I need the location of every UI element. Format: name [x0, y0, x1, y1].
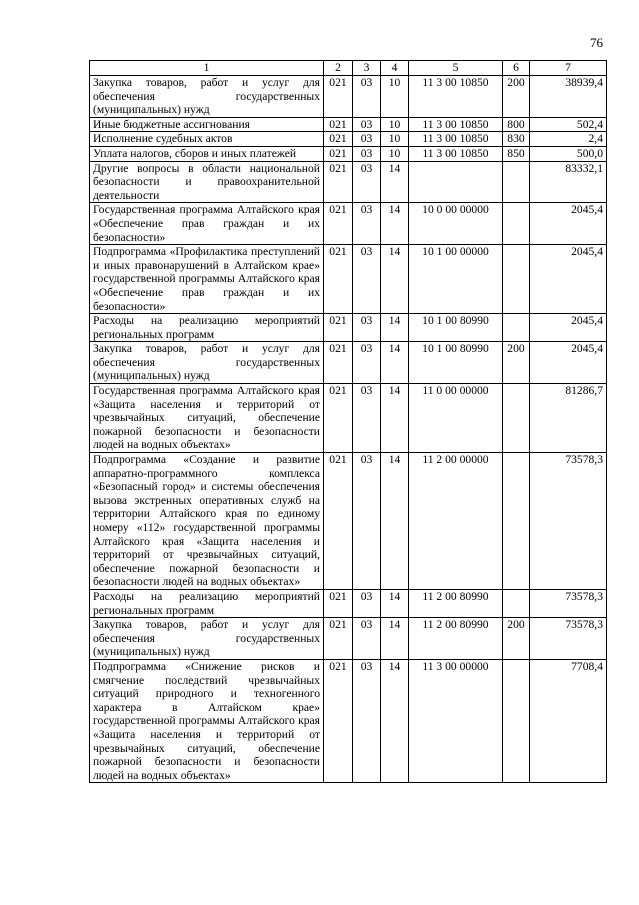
header-cell: 1 — [90, 61, 324, 76]
row-subsection: 14 — [381, 342, 409, 384]
row-section: 03 — [353, 203, 381, 245]
row-grbs: 021 — [324, 659, 353, 782]
row-amount: 73578,3 — [530, 589, 607, 617]
row-subsection: 14 — [381, 203, 409, 245]
row-grbs: 021 — [324, 245, 353, 314]
header-cell: 3 — [353, 61, 381, 76]
row-name: Закупка товаров, работ и услуг для обеспечения государственных (муниципальных) нужд — [90, 618, 324, 660]
row-grbs: 021 — [324, 132, 353, 147]
row-amount: 2,4 — [530, 132, 607, 147]
row-target-article: 10 0 00 00000 — [409, 203, 503, 245]
row-subsection: 14 — [381, 589, 409, 617]
budget-table — [89, 60, 607, 783]
row-target-article — [409, 161, 503, 203]
row-section: 03 — [353, 384, 381, 453]
row-subsection: 14 — [381, 384, 409, 453]
row-amount: 2045,4 — [530, 314, 607, 342]
row-grbs: 021 — [324, 342, 353, 384]
row-expense-type: 800 — [503, 117, 530, 132]
row-subsection: 14 — [381, 245, 409, 314]
table-row — [90, 342, 607, 384]
row-target-article: 10 1 00 80990 — [409, 342, 503, 384]
header-row — [90, 61, 607, 76]
row-section: 03 — [353, 161, 381, 203]
row-amount: 73578,3 — [530, 453, 607, 590]
row-expense-type — [503, 245, 530, 314]
row-target-article: 11 3 00 10850 — [409, 76, 503, 118]
row-name: Иные бюджетные ассигнования — [90, 117, 324, 132]
table-row — [90, 618, 607, 660]
row-amount: 2045,4 — [530, 245, 607, 314]
row-grbs: 021 — [324, 76, 353, 118]
row-subsection: 14 — [381, 314, 409, 342]
row-amount: 7708,4 — [530, 659, 607, 782]
row-amount: 38939,4 — [530, 76, 607, 118]
header-cell: 4 — [381, 61, 409, 76]
row-target-article: 11 2 00 00000 — [409, 453, 503, 590]
row-name: Подпрограмма «Создание и развитие аппаратно-программного комплекса «Безопасный город» и системы обеспечения вызова экстренных оперативных служб на территории Алтайского края по единому номеру «112» государственной программы Алтайского края «Защита населения и территорий от чрезвычайных ситуаций, обеспечение пожарной безопасности и безопасности людей на водных объектах» — [90, 453, 324, 590]
row-expense-type: 830 — [503, 132, 530, 147]
table-row — [90, 132, 607, 147]
table-body — [90, 76, 607, 783]
table-row — [90, 161, 607, 203]
row-target-article: 11 3 00 10850 — [409, 117, 503, 132]
row-grbs: 021 — [324, 453, 353, 590]
row-target-article: 10 1 00 00000 — [409, 245, 503, 314]
row-expense-type — [503, 384, 530, 453]
row-section: 03 — [353, 132, 381, 147]
row-grbs: 021 — [324, 161, 353, 203]
row-expense-type: 850 — [503, 146, 530, 161]
row-grbs: 021 — [324, 146, 353, 161]
row-name: Закупка товаров, работ и услуг для обеспечения государственных (муниципальных) нужд — [90, 76, 324, 118]
table-row — [90, 659, 607, 782]
row-amount: 2045,4 — [530, 342, 607, 384]
row-section: 03 — [353, 76, 381, 118]
table-row — [90, 453, 607, 590]
row-subsection: 10 — [381, 76, 409, 118]
row-section: 03 — [353, 453, 381, 590]
table-row — [90, 117, 607, 132]
row-subsection: 14 — [381, 618, 409, 660]
row-section: 03 — [353, 146, 381, 161]
row-amount: 500,0 — [530, 146, 607, 161]
row-target-article: 11 0 00 00000 — [409, 384, 503, 453]
row-subsection: 14 — [381, 659, 409, 782]
row-section: 03 — [353, 659, 381, 782]
table-row — [90, 314, 607, 342]
row-subsection: 10 — [381, 132, 409, 147]
row-section: 03 — [353, 245, 381, 314]
table-row — [90, 384, 607, 453]
row-expense-type: 200 — [503, 618, 530, 660]
row-name: Государственная программа Алтайского края «Защита населения и территорий от чрезвычайных ситуаций, обеспечение пожарной безопасности и безопасности людей на водных объектах» — [90, 384, 324, 453]
row-grbs: 021 — [324, 117, 353, 132]
page-number: 76 — [590, 35, 603, 50]
row-grbs: 021 — [324, 314, 353, 342]
row-section: 03 — [353, 314, 381, 342]
row-section: 03 — [353, 618, 381, 660]
row-section: 03 — [353, 342, 381, 384]
row-section: 03 — [353, 589, 381, 617]
row-expense-type — [503, 453, 530, 590]
row-name: Уплата налогов, сборов и иных платежей — [90, 146, 324, 161]
row-expense-type — [503, 589, 530, 617]
row-expense-type — [503, 203, 530, 245]
row-target-article: 10 1 00 80990 — [409, 314, 503, 342]
row-amount: 83332,1 — [530, 161, 607, 203]
row-name: Подпрограмма «Профилактика преступлений и иных правонарушений в Алтайском крае» государственной программы Алтайского края «Обеспечение прав граждан и их безопасности» — [90, 245, 324, 314]
row-target-article: 11 3 00 10850 — [409, 146, 503, 161]
row-grbs: 021 — [324, 618, 353, 660]
row-name: Расходы на реализацию мероприятий региональных программ — [90, 314, 324, 342]
row-name: Расходы на реализацию мероприятий региональных программ — [90, 589, 324, 617]
row-name: Закупка товаров, работ и услуг для обеспечения государственных (муниципальных) нужд — [90, 342, 324, 384]
row-amount: 81286,7 — [530, 384, 607, 453]
row-amount: 73578,3 — [530, 618, 607, 660]
row-subsection: 10 — [381, 146, 409, 161]
row-expense-type: 200 — [503, 342, 530, 384]
row-name: Исполнение судебных актов — [90, 132, 324, 147]
row-target-article: 11 2 00 80990 — [409, 618, 503, 660]
row-name: Государственная программа Алтайского края «Обеспечение прав граждан и их безопасности» — [90, 203, 324, 245]
row-name: Подпрограмма «Снижение рисков и смягчение последствий чрезвычайных ситуаций природного и техногенного характера в Алтайском крае» государственной программы Алтайского края «Защита населения и территорий от чрезвычайных ситуаций, обеспечение пожарной безопасности и безопасности людей на водных объектах» — [90, 659, 324, 782]
row-grbs: 021 — [324, 203, 353, 245]
row-target-article: 11 3 00 10850 — [409, 132, 503, 147]
row-section: 03 — [353, 117, 381, 132]
table-row — [90, 76, 607, 118]
row-target-article: 11 3 00 00000 — [409, 659, 503, 782]
table-row — [90, 245, 607, 314]
table-row — [90, 146, 607, 161]
table-row — [90, 203, 607, 245]
row-subsection: 10 — [381, 117, 409, 132]
row-amount: 2045,4 — [530, 203, 607, 245]
header-cell: 7 — [530, 61, 607, 76]
row-subsection: 14 — [381, 161, 409, 203]
row-grbs: 021 — [324, 589, 353, 617]
header-cell: 2 — [324, 61, 353, 76]
row-name: Другие вопросы в области национальной безопасности и правоохранительной деятельности — [90, 161, 324, 203]
row-grbs: 021 — [324, 384, 353, 453]
row-expense-type — [503, 659, 530, 782]
row-expense-type: 200 — [503, 76, 530, 118]
row-amount: 502,4 — [530, 117, 607, 132]
row-expense-type — [503, 314, 530, 342]
header-cell: 5 — [409, 61, 503, 76]
row-target-article: 11 2 00 80990 — [409, 589, 503, 617]
table-row — [90, 589, 607, 617]
row-expense-type — [503, 161, 530, 203]
header-cell: 6 — [503, 61, 530, 76]
row-subsection: 14 — [381, 453, 409, 590]
